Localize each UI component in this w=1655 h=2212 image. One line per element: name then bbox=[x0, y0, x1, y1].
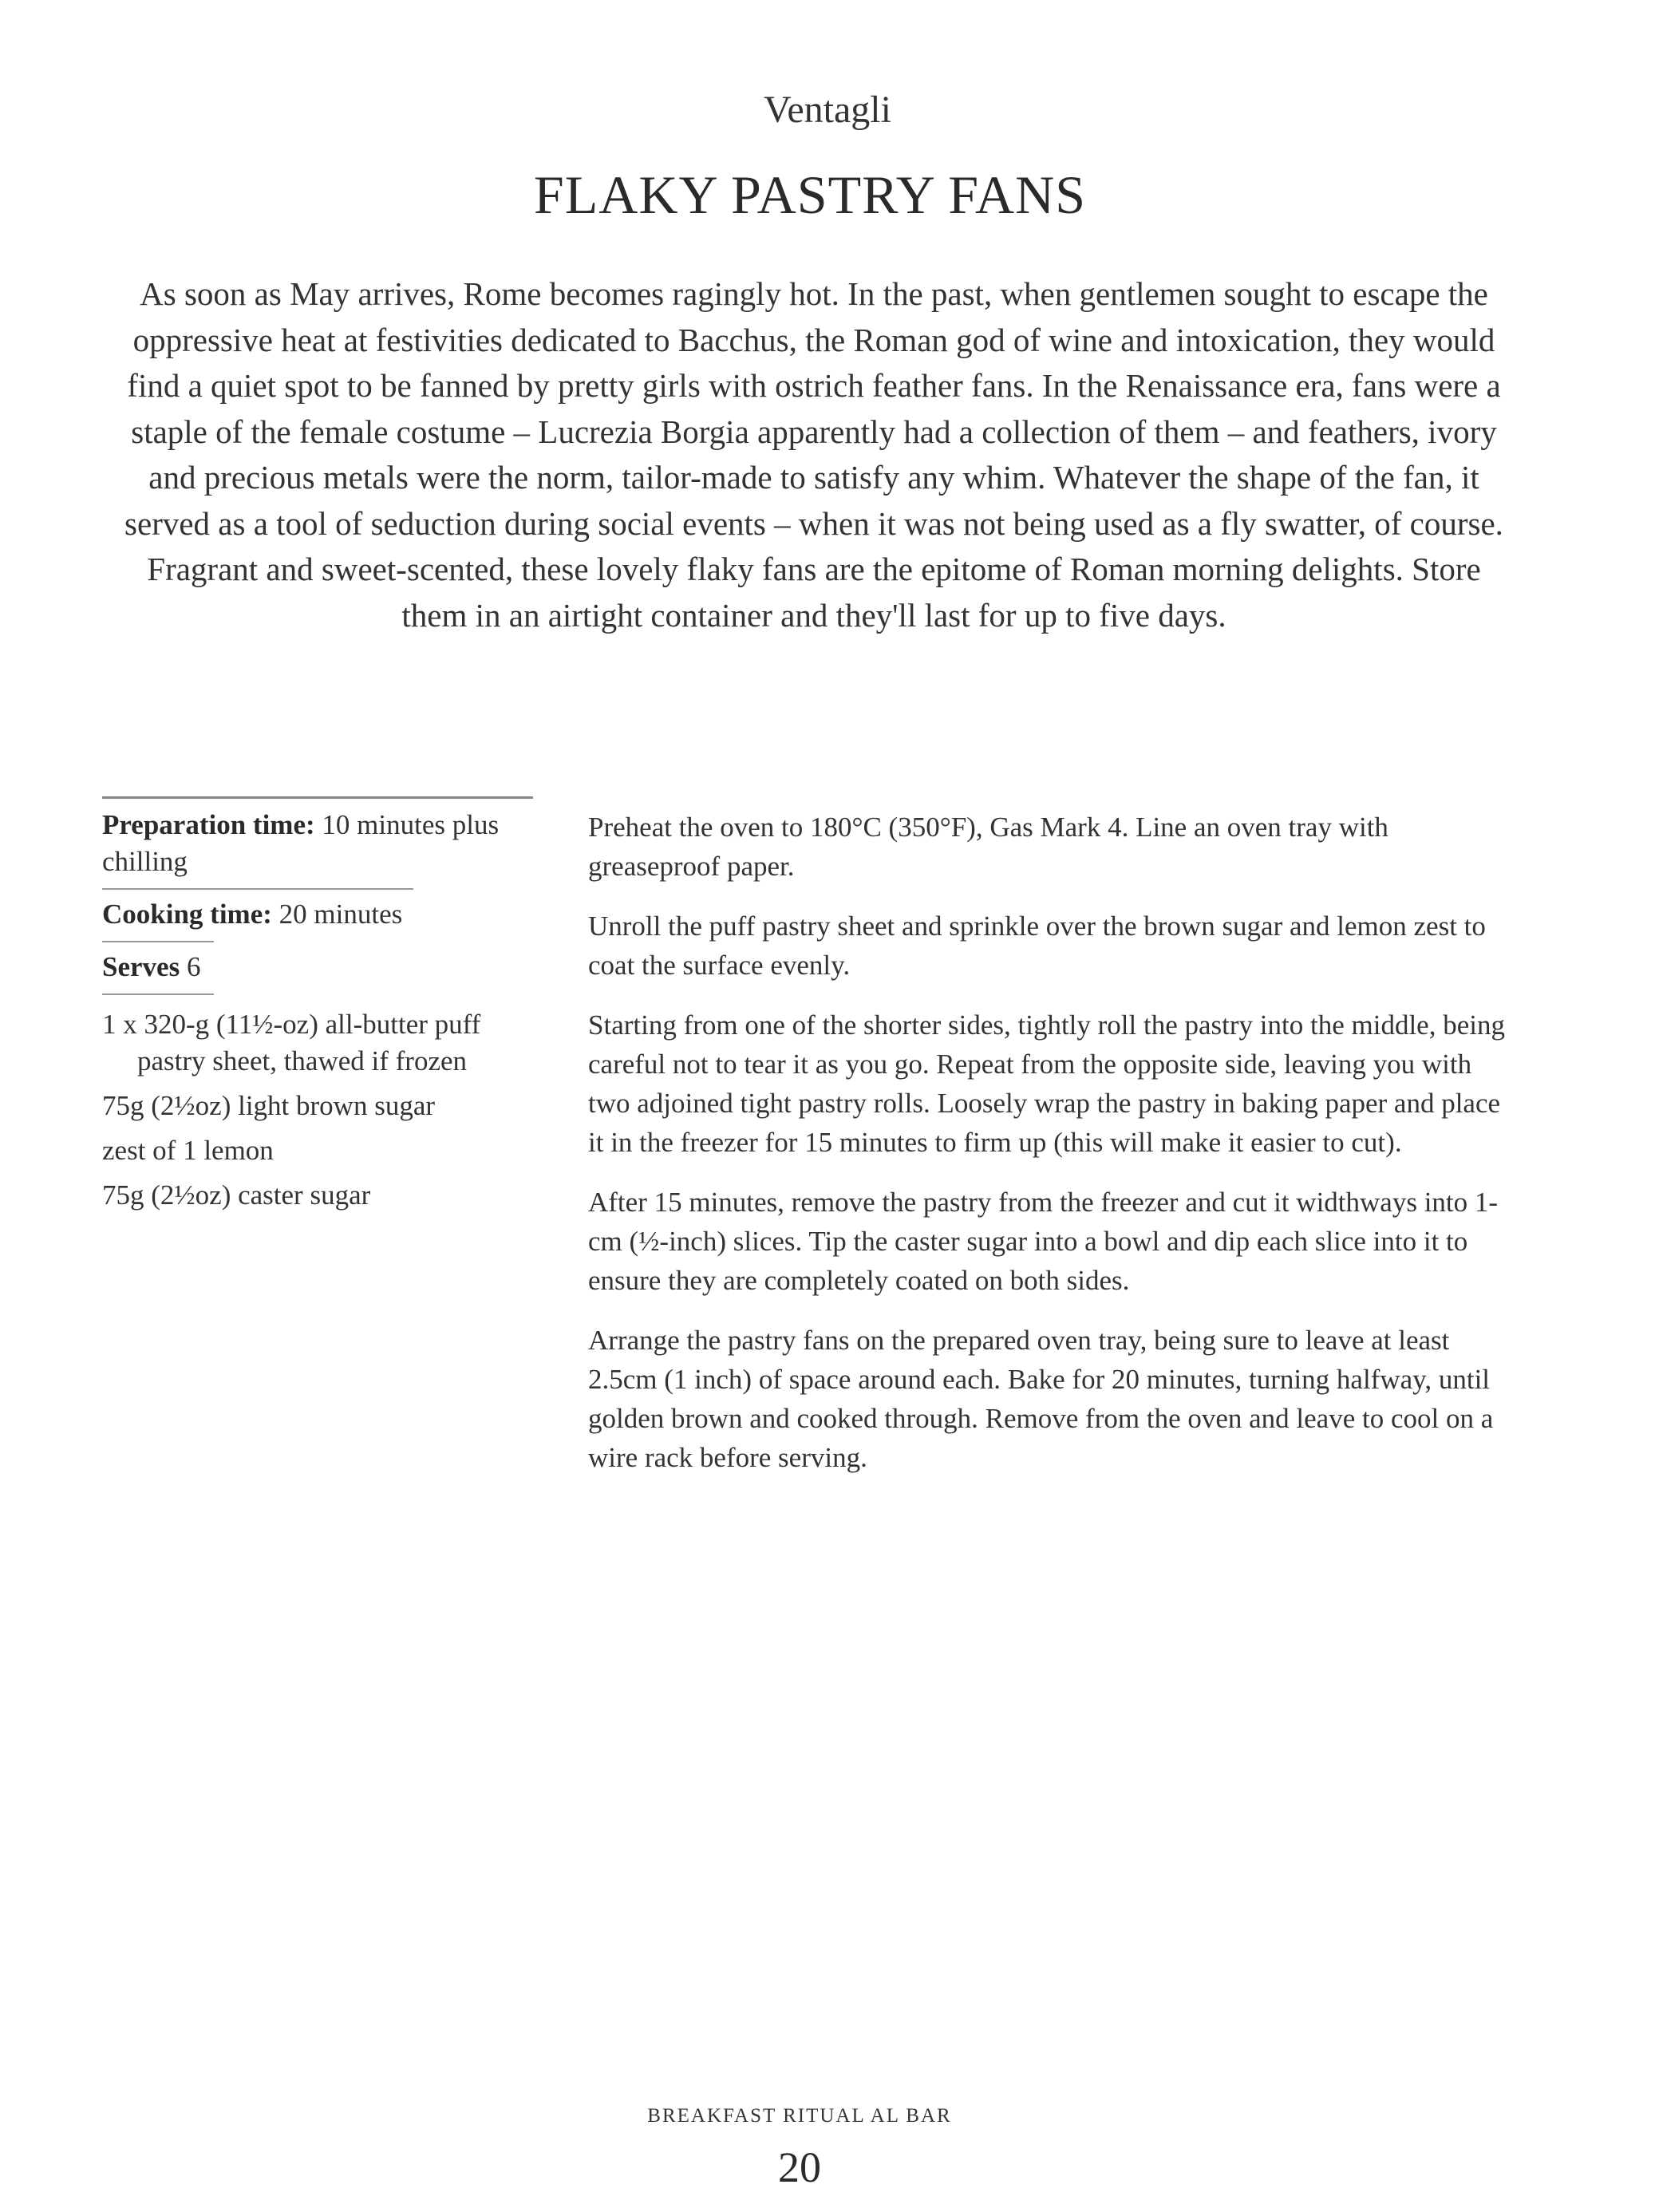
serves-value: 6 bbox=[186, 951, 201, 982]
intro-text bbox=[112, 271, 1516, 638]
meta-divider bbox=[102, 941, 214, 942]
ingredient-item: 75g (2½oz) light brown sugar bbox=[102, 1090, 436, 1121]
method-step: After 15 minutes, remove the pastry from the freezer and cut it widthways into 1-cm (½-inch) slices. Tip the caster sugar into a bowl and dip each slice into it to ensure they are completely coated on both sides. bbox=[588, 1187, 1499, 1296]
section-footer: BREAKFAST RITUAL AL BAR bbox=[647, 2105, 952, 2127]
method-steps bbox=[588, 808, 1506, 1498]
method-step: Unroll the puff pastry sheet and sprinkle over the brown sugar and lemon zest to coat the surface evenly. bbox=[588, 910, 1486, 981]
meta-divider bbox=[102, 888, 413, 890]
recipe-subtitle: Ventagli bbox=[764, 89, 891, 131]
meta-divider bbox=[102, 993, 214, 995]
ingredient-item: zest of 1 lemon bbox=[102, 1135, 274, 1166]
prep-time-value: 10 minutes plus chilling bbox=[102, 809, 500, 877]
ingredient-list bbox=[102, 1006, 533, 1214]
serves bbox=[102, 949, 533, 986]
recipe-title: FLAKY PASTRY FANS bbox=[533, 164, 1087, 225]
cook-time bbox=[102, 896, 533, 933]
intro-paragraph: Fragrant and sweet-scented, these lovely flaky fans are the epitome of Roman morning delights. Store them in an airtight container and they'll last for up to five days. bbox=[147, 551, 1481, 634]
intro-paragraph: As soon as May arrives, Rome becomes ragingly hot. In the past, when gentlemen sought to escape the oppressive heat at festivities dedicated to Bacchus, the Roman god of wine and intoxication, they would find a quiet spot to be fanned by pretty girls with ostrich feather fans. In the Renaissance era, fans were a staple of the female costume – Lucrezia Borgia apparently had a collection of them – and feathers, ivory and precious metals were the norm, tailor-made to satisfy any whim. Whatever the shape of the fan, it served as a tool of seduction during social events – when it was not being used as a fly swatter, of course. bbox=[124, 275, 1503, 542]
cook-time-label: Cooking time: bbox=[102, 899, 272, 930]
serves-label: Serves bbox=[102, 951, 180, 982]
method-step: Preheat the oven to 180°C (350°F), Gas Mark 4. Line an oven tray with greaseproof paper. bbox=[588, 812, 1388, 882]
prep-time bbox=[102, 807, 533, 880]
sidebar-rule bbox=[102, 796, 533, 799]
recipe-sidebar bbox=[102, 796, 533, 1222]
prep-time-label: Preparation time: bbox=[102, 809, 315, 840]
ingredient-item: 1 x 320-g (11½-oz) all-butter puff pastry sheet, thawed if frozen bbox=[102, 1009, 481, 1076]
method-step: Arrange the pastry fans on the prepared oven tray, being sure to leave at least 2.5cm (1 inch) of space around each. Bake for 20 minutes, turning halfway, until golden brown and cooked through. Remove from the oven and leave to cool on a wire rack before serving. bbox=[588, 1325, 1494, 1473]
method-step: Starting from one of the shorter sides, tightly roll the pastry into the middle, being careful not to tear it as you go. Repeat from the opposite side, leaving you with two adjoined tight pastry rolls. Loosely wrap the pastry in baking paper and place it in the freezer for 15 minutes to firm up (this will make it easier to cut). bbox=[588, 1009, 1505, 1158]
cook-time-value: 20 minutes bbox=[278, 899, 403, 930]
page-number: 20 bbox=[778, 2143, 821, 2191]
ingredient-item: 75g (2½oz) caster sugar bbox=[102, 1179, 371, 1211]
